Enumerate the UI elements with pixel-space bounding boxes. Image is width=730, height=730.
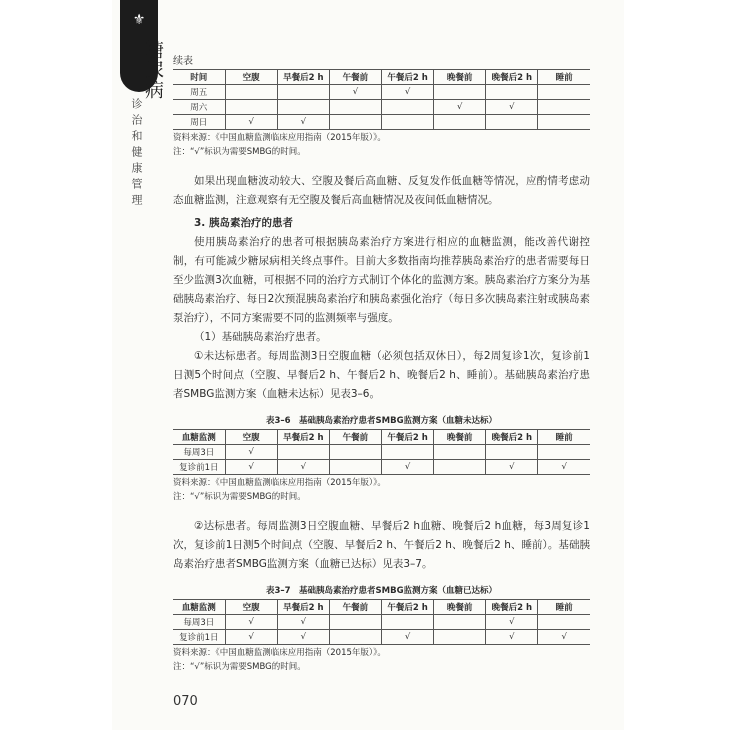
header-cell: 睡前 — [538, 600, 590, 615]
table-cell: √ — [277, 630, 329, 645]
header-cell: 晚餐前 — [434, 430, 486, 445]
table-cell — [382, 615, 434, 630]
header-cell: 早餐后2 h — [277, 430, 329, 445]
table-cell — [277, 85, 329, 100]
table-source: 资料来源：《中国血糖监测临床应用指南（2015年版）》。 — [173, 648, 386, 658]
table-cell: √ — [329, 85, 381, 100]
header-cell: 空腹 — [225, 70, 277, 85]
table-cell — [538, 85, 590, 100]
table-cell: √ — [277, 460, 329, 475]
table-cell — [434, 630, 486, 645]
header-cell: 午餐前 — [329, 70, 381, 85]
table-cell — [486, 115, 538, 130]
header-cell: 晚餐后2 h — [486, 430, 538, 445]
table-cell: √ — [382, 460, 434, 475]
table-cell: √ — [225, 445, 277, 460]
header-cell: 早餐后2 h — [277, 70, 329, 85]
table-cell — [382, 100, 434, 115]
table-row — [173, 460, 590, 475]
header-cell: 空腹 — [225, 430, 277, 445]
table-cell — [277, 445, 329, 460]
table-row — [173, 100, 590, 115]
table-cell: √ — [277, 615, 329, 630]
table-note: 注：“√”标识为需要SMBG的时间。 — [173, 662, 306, 672]
table-cell — [277, 100, 329, 115]
header-cell: 午餐后2 h — [382, 70, 434, 85]
table-cell: √ — [486, 100, 538, 115]
table-header-row — [173, 600, 590, 615]
table-note: 注：“√”标识为需要SMBG的时间。 — [173, 492, 306, 502]
table-cell: 复诊前1日 — [173, 630, 225, 645]
table-cell — [329, 630, 381, 645]
table-cell: √ — [277, 115, 329, 130]
header-cell: 早餐后2 h — [277, 600, 329, 615]
book-subtitle: 诊治和健康管理 — [130, 98, 143, 210]
header-cell: 睡前 — [538, 430, 590, 445]
table-cell: 每周3日 — [173, 445, 225, 460]
table-row — [173, 630, 590, 645]
page-content — [173, 52, 590, 673]
table-cell: √ — [225, 615, 277, 630]
table-caption: 表3–6 基础胰岛素治疗患者SMBG监测方案（血糖未达标） — [265, 416, 498, 426]
table-cell — [486, 445, 538, 460]
header-cell: 时间 — [173, 70, 225, 85]
paragraph: 如果出现血糖波动较大、空腹及餐后高血糖、反复发作低血糖等情况，应酌情考虑动态血糖监测，注意观察有无空腹及餐后高血糖情况及夜间低血糖情况。 — [173, 175, 590, 206]
table-cell: √ — [486, 615, 538, 630]
table-cell — [538, 100, 590, 115]
table-cell — [538, 445, 590, 460]
table-cell: √ — [434, 100, 486, 115]
table-cell — [434, 615, 486, 630]
page-number: 070 — [173, 694, 198, 709]
table-3-6 — [173, 429, 590, 475]
table-cell — [538, 615, 590, 630]
table-continued — [173, 69, 590, 130]
table-cell: 每周3日 — [173, 615, 225, 630]
table-cell — [434, 85, 486, 100]
table-cell: √ — [382, 630, 434, 645]
table-cell — [329, 115, 381, 130]
table-cell: √ — [382, 85, 434, 100]
header-cell: 晚餐后2 h — [486, 70, 538, 85]
table-cell: √ — [225, 460, 277, 475]
section-heading: 3. 胰岛素治疗的患者 — [194, 217, 293, 229]
table-caption: 表3–7 基础胰岛素治疗患者SMBG监测方案（血糖已达标） — [265, 586, 498, 596]
table-cell — [329, 615, 381, 630]
header-cell: 午餐前 — [329, 430, 381, 445]
table-cell: √ — [486, 630, 538, 645]
table-cell: 周六 — [173, 100, 225, 115]
table-header-row — [173, 430, 590, 445]
ornament-icon: ⚜ — [132, 12, 146, 28]
table-cell — [434, 460, 486, 475]
table-cell — [382, 115, 434, 130]
header-cell: 晚餐后2 h — [486, 600, 538, 615]
header-cell: 睡前 — [538, 70, 590, 85]
table-cell: √ — [538, 460, 590, 475]
paragraph: ①未达标患者。每周监测3日空腹血糖（必须包括双休日），每2周复诊1次，复诊前1日测5个时间点（空腹、早餐后2 h、午餐后2 h、晚餐后2 h、睡前）。基础胰岛素治疗患者SMBG监测方案（血糖未达标）见表3–6。 — [173, 350, 590, 400]
table-cell — [434, 115, 486, 130]
table-cell: 周日 — [173, 115, 225, 130]
header-cell: 空腹 — [225, 600, 277, 615]
table-cell: √ — [486, 460, 538, 475]
table-cell: √ — [538, 630, 590, 645]
header-cell: 晚餐前 — [434, 600, 486, 615]
paragraph: （1）基础胰岛素治疗患者。 — [194, 331, 327, 343]
table-cell — [329, 100, 381, 115]
header-cell: 血糖监测 — [173, 430, 225, 445]
table-row — [173, 445, 590, 460]
table-cell: √ — [225, 630, 277, 645]
header-cell: 午餐前 — [329, 600, 381, 615]
table-cell — [225, 85, 277, 100]
table-cell — [225, 100, 277, 115]
table-row — [173, 85, 590, 100]
header-cell: 午餐后2 h — [382, 600, 434, 615]
table-note: 注：“√”标识为需要SMBG的时间。 — [173, 147, 306, 157]
header-cell: 午餐后2 h — [382, 430, 434, 445]
table-row — [173, 115, 590, 130]
book-title: 糖尿病 — [142, 40, 164, 100]
table-source: 资料来源：《中国血糖监测临床应用指南（2015年版）》。 — [173, 133, 386, 143]
table-header-row — [173, 70, 590, 85]
table-cell: 周五 — [173, 85, 225, 100]
table-source: 资料来源：《中国血糖监测临床应用指南（2015年版）》。 — [173, 478, 386, 488]
table-cell — [538, 115, 590, 130]
header-cell: 晚餐前 — [434, 70, 486, 85]
continued-label: 续表 — [173, 56, 193, 67]
paragraph: 使用胰岛素治疗的患者可根据胰岛素治疗方案进行相应的血糖监测，能改善代谢控制，有可能减少糖尿病相关终点事件。目前大多数指南均推荐胰岛素治疗的患者需要每日至少监测3次血糖，可根据不同的治疗方式制订个体化的监测方案。胰岛素治疗方案分为基础胰岛素治疗、每日2次预混胰岛素治疗和胰岛素强化治疗（每日多次胰岛素注射或胰岛素泵治疗），不同方案需要不同的监测频率与强度。 — [173, 236, 590, 324]
table-cell — [382, 445, 434, 460]
table-cell — [329, 445, 381, 460]
table-cell — [434, 445, 486, 460]
header-cell: 血糖监测 — [173, 600, 225, 615]
table-cell — [486, 85, 538, 100]
table-row — [173, 615, 590, 630]
paragraph: ②达标患者。每周监测3日空腹血糖、早餐后2 h血糖、晚餐后2 h血糖，每3周复诊1次，复诊前1日测5个时间点（空腹、早餐后2 h、午餐后2 h、晚餐后2 h、睡前）。基础胰岛素治疗患者SMBG监测方案（血糖已达标）见表3–7。 — [173, 520, 590, 570]
table-cell: √ — [225, 115, 277, 130]
table-3-7 — [173, 599, 590, 645]
table-cell: 复诊前1日 — [173, 460, 225, 475]
table-cell — [329, 460, 381, 475]
